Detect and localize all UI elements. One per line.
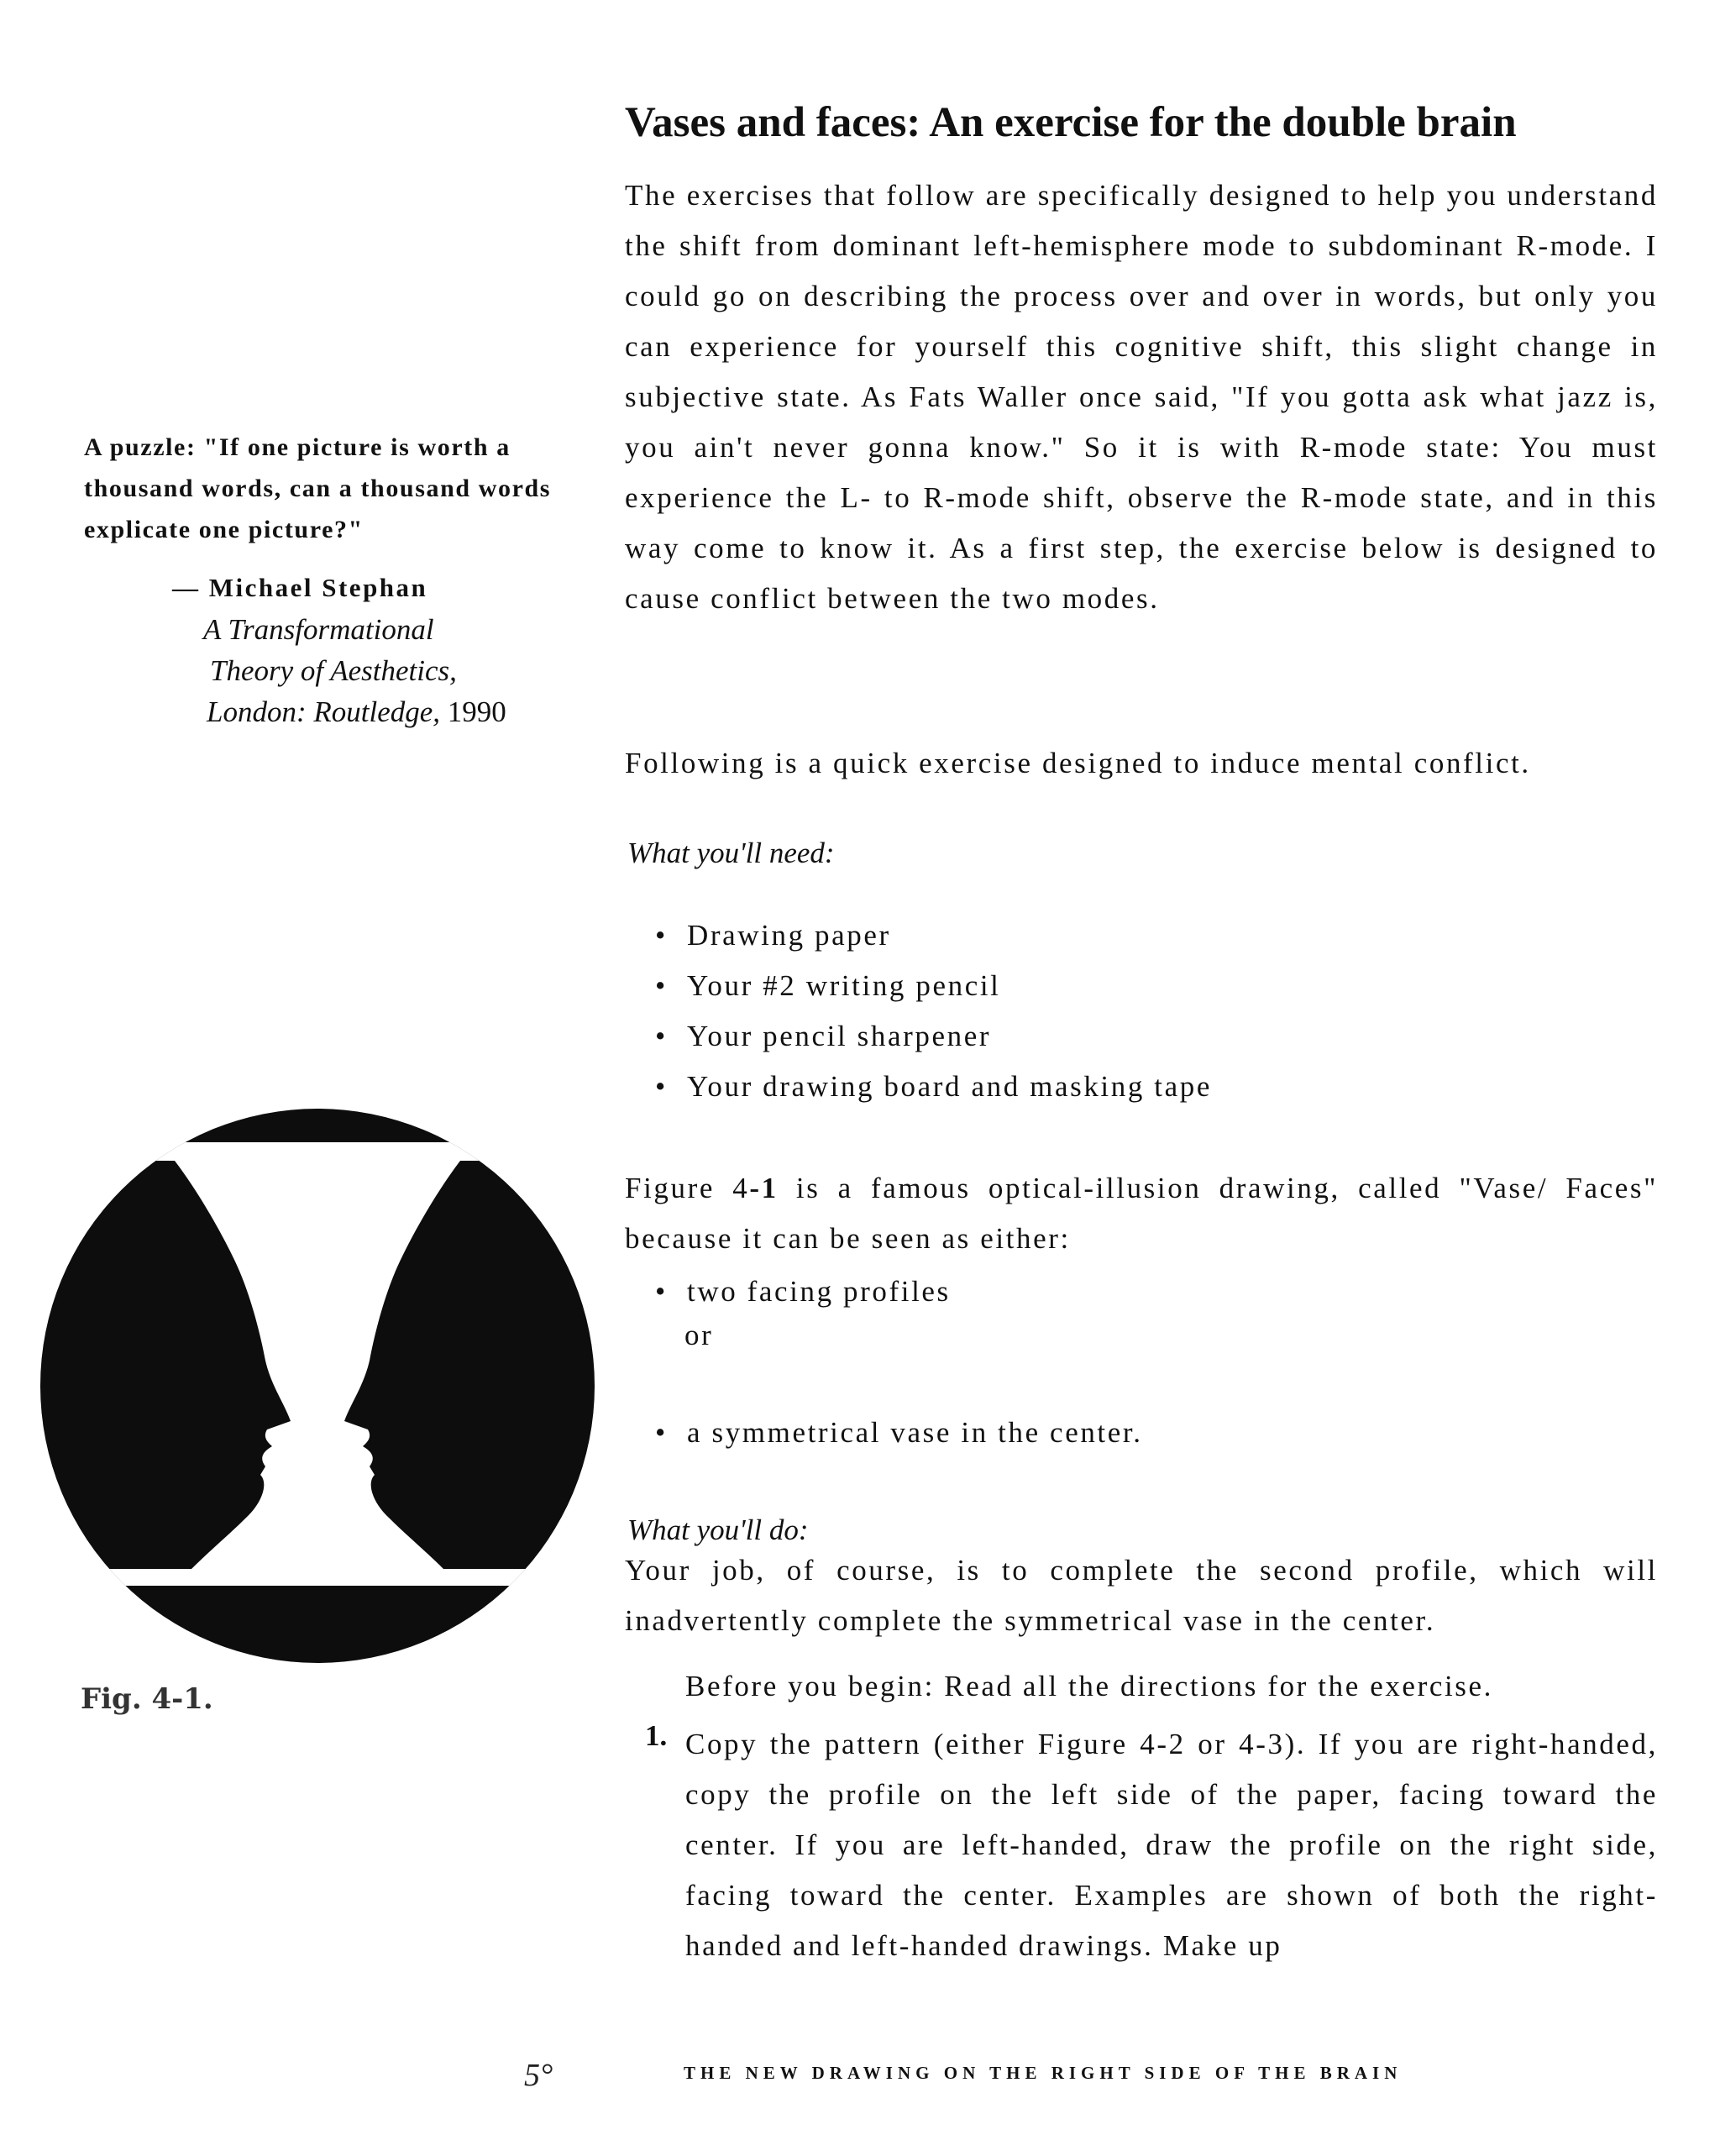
- step-number: 1.: [645, 1719, 668, 1752]
- list-item: [650, 1062, 1212, 1112]
- what-youll-do-heading: What you'll do:: [627, 1513, 809, 1546]
- publication-year: 1990: [447, 695, 506, 728]
- sidebar-quote: A puzzle: "If one picture is worth a thousand words, can a thousand words explicate one picture?": [84, 433, 552, 543]
- section-title: Vases and faces: An exercise for the double brain: [625, 99, 1517, 146]
- quote-attribution-name: — Michael Stephan: [172, 573, 428, 602]
- option-list-vase: [650, 1408, 1143, 1458]
- bullet-icon: •: [655, 919, 668, 952]
- what-youll-need-heading: What you'll need:: [627, 837, 835, 869]
- bullet-icon: •: [655, 1416, 668, 1449]
- list-item: [650, 910, 1212, 961]
- list-item-text: Drawing paper: [687, 919, 891, 952]
- figure-caption: Fig. 4-1.: [81, 1682, 213, 1716]
- bullet-icon: •: [655, 1070, 668, 1103]
- job-paragraph: Your job, of course, is to complete the second profile, which will inadvertently complete the symmetrical vase in the center.: [625, 1554, 1658, 1637]
- page-number: 5°: [524, 2058, 553, 2093]
- figure-intro-pre: Figure 4: [625, 1172, 750, 1204]
- list-item-text: Your pencil sharpener: [687, 1020, 992, 1052]
- before-you-begin: Before you begin: Read all the directions for the exercise.: [685, 1670, 1493, 1702]
- quote-source-title-line2: Theory of Aesthetics,: [210, 654, 457, 687]
- bullet-icon: •: [655, 1275, 668, 1308]
- intro-paragraph: The exercises that follow are specifically designed to help you understand the shift from dominant left-hemisphere mode to subdominant R-mode. I could go on describing the process over and over in words, but only you can experience for yourself this cognitive shift, this slight change in subjective state. As Fats Waller once said, "If you gotta ask what jazz is, you ain't never gonna know." So it is with R-mode state: You must experience the L- to R-mode shift, observe the R-mode state, and in this way come to know it. As a first step, the exercise below is designed to cause conflict between the two modes.: [625, 179, 1658, 615]
- list-item-text: two facing profiles: [687, 1275, 951, 1308]
- list-item: [650, 1408, 1143, 1458]
- list-item-text: Your drawing board and masking tape: [687, 1070, 1212, 1103]
- list-item: [650, 961, 1212, 1011]
- list-item-text: Your #2 writing pencil: [687, 969, 1001, 1002]
- figure-number-suffix: -1: [749, 1172, 779, 1204]
- list-item: [650, 1267, 951, 1317]
- quote-source-title-line1: A Transformational: [203, 613, 434, 646]
- bullet-icon: •: [655, 1020, 668, 1052]
- list-item-text: a symmetrical vase in the center.: [687, 1416, 1143, 1449]
- quote-source-publisher: [207, 695, 506, 729]
- or-separator: or: [684, 1319, 714, 1351]
- figure-intro-post: is a famous optical-illusion drawing, called "Vase/ Faces" because it can be seen as either:: [625, 1172, 1658, 1255]
- publisher-name: London: Routledge,: [207, 695, 441, 728]
- figure-intro-paragraph: [625, 1163, 1658, 1264]
- option-list-profiles: [650, 1267, 951, 1317]
- list-item: [650, 1011, 1212, 1062]
- materials-list: [650, 910, 1212, 1112]
- step-1-text: Copy the pattern (either Figure 4-2 or 4-3). If you are right-handed, copy the profile on the left side of the paper, facing toward the center. If you are left-handed, draw the profile on the right side, facing toward the center. Examples are shown of both the right-handed and left-handed drawings. Make up: [685, 1728, 1658, 1962]
- vase-faces-illusion-figure: [40, 1109, 595, 1663]
- bullet-icon: •: [655, 969, 668, 1002]
- following-paragraph: Following is a quick exercise designed to induce mental conflict.: [625, 747, 1531, 779]
- running-head: THE NEW DRAWING ON THE RIGHT SIDE OF THE BRAIN: [684, 2063, 1403, 2083]
